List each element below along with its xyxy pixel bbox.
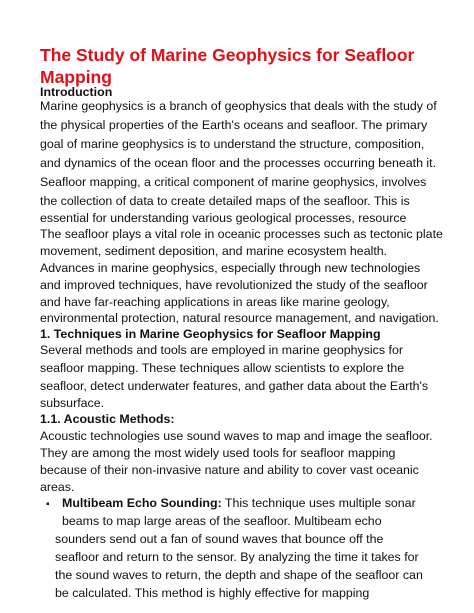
bullet-text: This technique uses multiple sonar bbox=[221, 496, 416, 510]
bullet-label: Multibeam Echo Sounding: bbox=[62, 496, 222, 510]
bullet-marker: ▪ bbox=[46, 499, 50, 510]
paragraph-line: Seafloor mapping, a critical component of marine geophysics, involves bbox=[40, 175, 427, 189]
paragraph-line: essential for understanding various geological processes, resource bbox=[40, 211, 407, 225]
bullet-item-line bbox=[62, 495, 416, 512]
paragraph-line: environmental protection, natural resource management, and navigation. bbox=[40, 311, 439, 325]
paragraph-line: because of their non-invasive nature and ability to cover vast oceanic bbox=[40, 463, 419, 477]
paragraph-line: Several methods and tools are employed in marine geophysics for bbox=[40, 343, 403, 357]
paragraph-line: and dynamics of the ocean floor and the processes occurring beneath it. bbox=[40, 156, 437, 170]
paragraph-line: Marine geophysics is a branch of geophysics that deals with the study of bbox=[40, 99, 437, 113]
subsection-heading: 1.1. Acoustic Methods: bbox=[40, 412, 175, 426]
paragraph-line: areas. bbox=[40, 480, 75, 494]
paragraph-line: seafloor mapping. These techniques allow scientists to explore the bbox=[40, 361, 405, 375]
paragraph-line: Advances in marine geophysics, especially through new technologies bbox=[40, 261, 421, 275]
bullet-item-line: be calculated. This method is highly effective for mapping bbox=[55, 586, 370, 600]
section-heading: 1. Techniques in Marine Geophysics for Seafloor Mapping bbox=[40, 327, 381, 341]
bullet-item-line: sounders send out a fan of sound waves that bounce off the bbox=[55, 532, 384, 546]
paragraph-line: subsurface. bbox=[40, 396, 105, 410]
paragraph-line: seafloor, detect underwater features, and gather data about the Earth's bbox=[40, 379, 429, 393]
paragraph-line: the collection of data to create detailed maps of the seafloor. This is bbox=[40, 194, 410, 208]
bullet-item-line: seafloor and return to the sensor. By analyzing the time it takes for bbox=[55, 550, 419, 564]
paragraph-line: They are among the most widely used tools for seafloor mapping bbox=[40, 446, 396, 460]
title-line-2: Mapping bbox=[40, 67, 112, 87]
paragraph-line: the physical properties of the Earth's oceans and seafloor. The primary bbox=[40, 118, 428, 132]
bullet-item-line: the sound waves to return, the depth and shape of the seafloor can bbox=[55, 568, 423, 582]
paragraph-line: The seafloor plays a vital role in oceanic processes such as tectonic plate bbox=[40, 227, 443, 241]
paragraph-line: and have far-reaching applications in areas like marine geology, bbox=[40, 295, 390, 309]
bullet-item-line: beams to map large areas of the seafloor. Multibeam echo bbox=[62, 514, 382, 528]
title-line-1: The Study of Marine Geophysics for Seafloor bbox=[40, 45, 415, 65]
paragraph-line: goal of marine geophysics is to understand the structure, composition, bbox=[40, 137, 425, 151]
paragraph-line: Acoustic technologies use sound waves to map and image the seafloor. bbox=[40, 429, 433, 443]
introduction-heading: Introduction bbox=[40, 85, 113, 99]
paragraph-line: and improved techniques, have revolutionized the study of the seafloor bbox=[40, 278, 428, 292]
paragraph-line: movement, sediment deposition, and marine ecosystem health. bbox=[40, 244, 388, 258]
document-title bbox=[40, 44, 440, 88]
